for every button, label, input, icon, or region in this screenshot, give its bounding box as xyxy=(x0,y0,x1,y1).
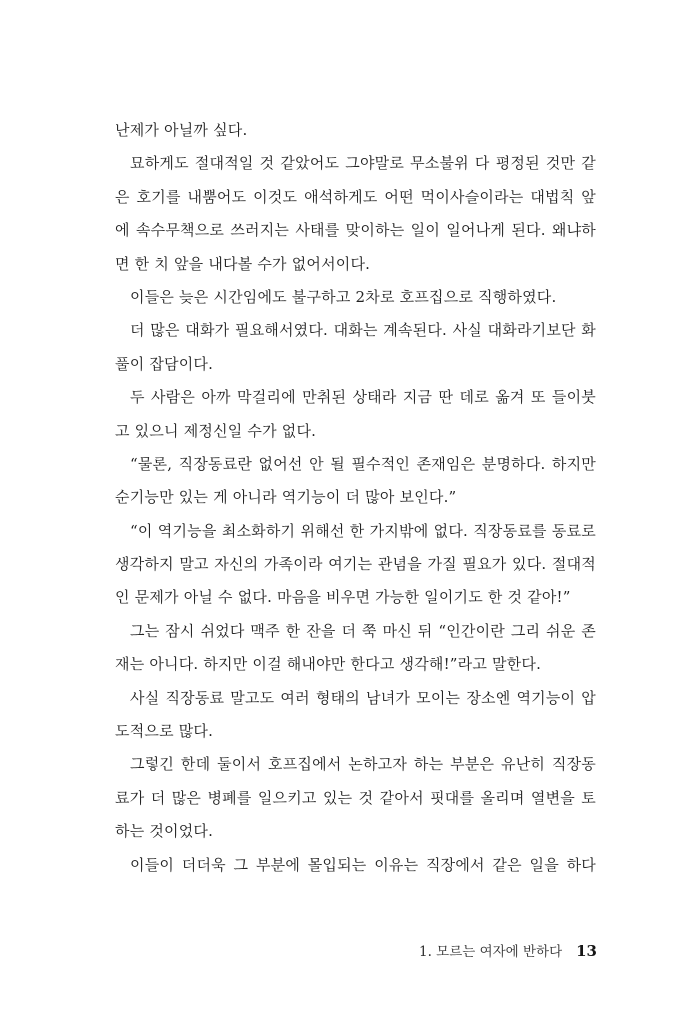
text-line: 더 많은 대화가 필요해서였다. 대화는 계속된다. 사실 대화라기보단 화 xyxy=(130,321,596,340)
text-line: 그는 잠시 쉬었다 맥주 한 잔을 더 쭉 마신 뒤 “인간이란 그리 쉬운 존 xyxy=(130,621,596,640)
text-line: 인 문제가 아닐 수 없다. 마음을 비우면 가능한 일이기도 한 것 같아!” xyxy=(115,588,571,607)
text-line: 면 한 치 앞을 내다볼 수가 없어서이다. xyxy=(115,254,371,273)
text-line: 난제가 아닐까 싶다. xyxy=(115,121,248,139)
text-line: 에 속수무책으로 쓰러지는 사태를 맞이하는 일이 일어나게 된다. 왜냐하 xyxy=(115,221,596,240)
text-line: 은 호기를 내뿜어도 이것도 애석하게도 어떤 먹이사슬이라는 대법칙 앞 xyxy=(115,187,596,206)
text-line: 사실 직장동료 말고도 여러 형태의 남녀가 모이는 장소엔 역기능이 압 xyxy=(130,688,596,707)
page-footer xyxy=(419,941,597,962)
text-line: 재는 아니다. 하지만 이걸 해내야만 한다고 생각해!”라고 말한다. xyxy=(115,655,542,674)
text-line: 순기능만 있는 게 아니라 역기능이 더 많아 보인다.” xyxy=(115,488,457,507)
text-line: 그렇긴 한데 둘이서 호프집에서 논하고자 하는 부분은 유난히 직장동 xyxy=(130,755,596,774)
text-line: 도적으로 많다. xyxy=(115,722,214,741)
text-line: “이 역기능을 최소화하기 위해선 한 가지밖에 없다. 직장동료를 동료로 xyxy=(130,521,596,540)
text-line: 이들이 더더욱 그 부분에 몰입되는 이유는 직장에서 같은 일을 하다 xyxy=(130,855,596,874)
text-line: 이들은 늦은 시간임에도 불구하고 2차로 호프집으로 직행하였다. xyxy=(130,287,557,306)
text-line: “물론, 직장동료란 없어선 안 될 필수적인 존재임은 분명하다. 하지만 xyxy=(130,454,596,473)
text-line: 풀이 잡담이다. xyxy=(115,354,214,373)
text-line: 생각하지 말고 자신의 가족이라 여기는 관념을 가질 필요가 있다. 절대적 xyxy=(115,555,596,574)
running-chapter-title: 1. 모르는 여자에 반하다 xyxy=(419,944,563,960)
page-text xyxy=(115,114,596,882)
text-line: 두 사람은 아까 막걸리에 만취된 상태라 지금 딴 데로 옮겨 또 들이붓 xyxy=(130,388,596,407)
text-line: 하는 것이었다. xyxy=(115,822,214,841)
text-line: 료가 더 많은 병폐를 일으키고 있는 것 같아서 핏대를 올리며 열변을 토 xyxy=(115,788,596,807)
text-line: 묘하게도 절대적일 것 같았어도 그야말로 무소불위 다 평정된 것만 같 xyxy=(130,154,596,173)
text-line: 고 있으니 제정신일 수가 없다. xyxy=(115,421,317,440)
page-number: 13 xyxy=(576,942,597,960)
